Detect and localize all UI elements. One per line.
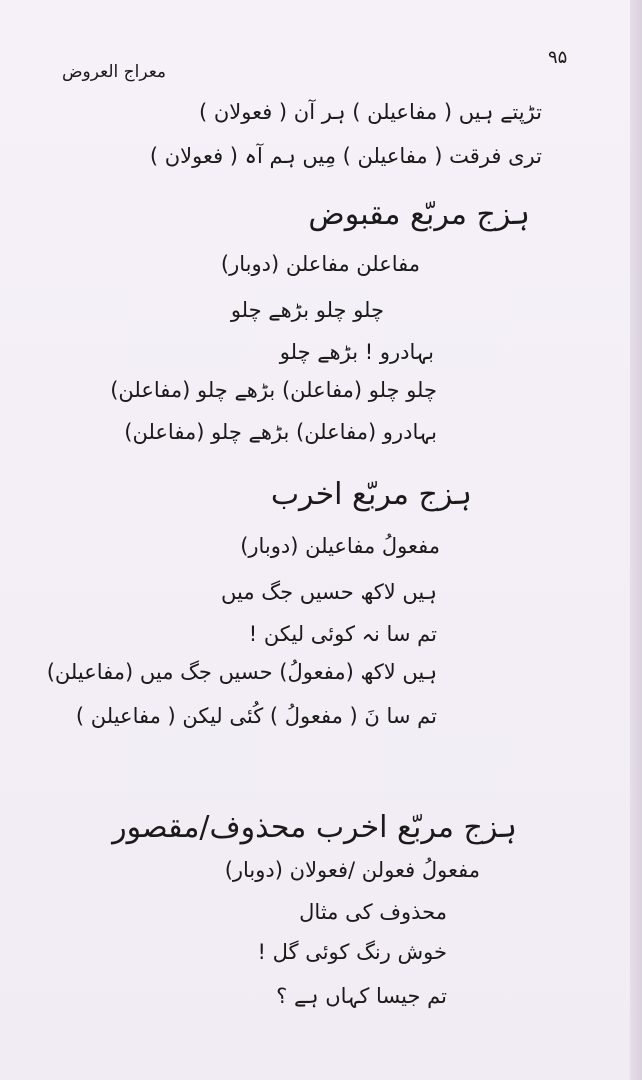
scansion-line: چلو چلو (مفاعلن) بڑھے چلو (مفاعلن) [110,378,437,402]
section-meter-2: مفعولُ مفاعیلن (دوبار) [240,534,440,558]
section-heading-2: ہزج مربّع اخرب [270,477,472,512]
verse-line: تم جیسا کہاں ہے ؟ [276,984,447,1008]
section-meter-3: مفعولُ فعولن /فعولان (دوبار) [224,858,480,882]
verse-line: خوش رنگ کوئی گل ! [257,940,447,964]
verse-line: چلو چلو بڑھے چلو [230,298,384,322]
section-note: محذوف کی مثال [299,900,447,924]
verse-line: بہادرو ! بڑھے چلو [279,340,434,364]
section-heading-1: ہزج مربّع مقبوض [308,197,530,232]
intro-line-1: تڑپتے ہیں ( مفاعیلن ) ہر آن ( فعولان ) [198,100,542,124]
running-header-title: معراج العروض [62,62,167,82]
verse-line: ہیں لاکھ حسیں جگ میں [221,580,437,604]
scansion-line: ہیں لاکھ (مفعولُ) حسیں جگ میں (مفاعیلن) [46,660,437,684]
section-meter-1: مفاعلن مفاعلن (دوبار) [220,252,420,276]
page-spine-shadow [630,0,642,1080]
page-number: ۹۵ [548,47,568,68]
scansion-line: بہادرو (مفاعلن) بڑھے چلو (مفاعلن) [124,420,437,444]
intro-line-2: تری فرقت ( مفاعیلن ) مِیں ہم آہ ( فعولان ) [149,144,542,168]
section-heading-3: ہزج مربّع اخرب محذوف/مقصور [112,810,517,845]
scansion-line: تم سا نَ ( مفعولُ ) کُئی لیکن ( مفاعیلن ) [75,704,437,728]
verse-line: تم سا نہ کوئی لیکن ! [248,622,437,646]
